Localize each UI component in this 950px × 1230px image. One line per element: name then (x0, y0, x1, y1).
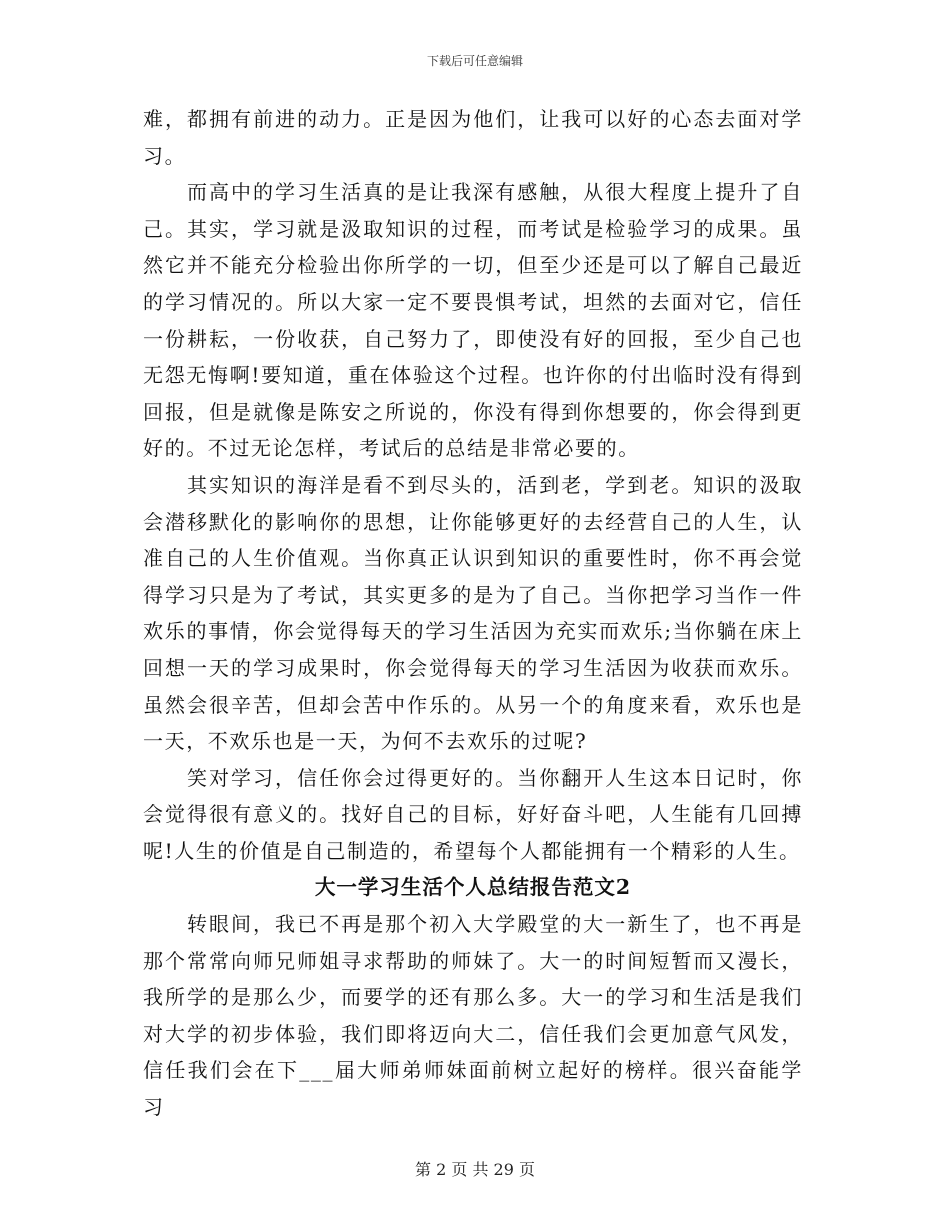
page-footer: 第 2 页 共 29 页 (415, 1160, 535, 1179)
paragraph-high-school: 而高中的学习生活真的是让我深有感触，从很大程度上提升了自己。其实，学习就是汲取知识的过程，而考试是检验学习的成果。虽然它并不能充分检验出你所学的一切，但至少还是可以了解自己最近的学习情况的。所以大家一定不要畏惧考试，坦然的去面对它，信任一份耕耘，一份收获，自己努力了，即使没有好的回报，至少自己也无怨无悔啊!要知道，重在体验这个过程。也许你的付出临时没有得到回报，但是就像是陈安之所说的，你没有得到你想要的，你会得到更好的。不过无论怎样，考试后的总结是非常必要的。 (143, 180, 803, 461)
paragraph-smile: 笑对学习，信任你会过得更好的。当你翻开人生这本日记时，你会觉得很有意义的。找好自己的目标，好好奋斗吧，人生能有几回搏呢!人生的价值是自己制造的，希望每个人都能拥有一个精彩的人生。 (143, 765, 803, 863)
section-heading: 大一学习生活个人总结报告范文2 (314, 875, 632, 900)
paragraph-continued: 难，都拥有前进的动力。正是因为他们，让我可以好的心态去面对学习。 (143, 107, 803, 168)
paragraph-sophomore: 转眼间，我已不再是那个初入大学殿堂的大一新生了，也不再是那个常常向师兄师姐寻求帮助的师妹了。大一的时间短暂而又漫长，我所学的是那么少，而要学的还有那么多。大一的学习和生活是我们对大学的初步体验，我们即将迈向大二，信任我们会更加意气风发，信任我们会在下___届大师弟师妹面前树立起好的榜样。很兴奋能学习 (143, 912, 803, 1120)
page-header: 下载后可任意编辑 (426, 54, 523, 68)
document-body (143, 101, 803, 1126)
paragraph-knowledge: 其实知识的海洋是看不到尽头的，活到老，学到老。知识的汲取会潜移默化的影响你的思想，让你能够更好的去经营自己的人生，认准自己的人生价值观。当你真正认识到知识的重要性时，你不再会觉得学习只是为了考试，其实更多的是为了自己。当你把学习当作一件欢乐的事情，你会觉得每天的学习生活因为充实而欢乐;当你躺在床上回想一天的学习成果时，你会觉得每天的学习生活因为收获而欢乐。虽然会很辛苦，但却会苦中作乐的。从另一个的角度来看，欢乐也是一天，不欢乐也是一天，为何不去欢乐的过呢? (143, 472, 803, 754)
